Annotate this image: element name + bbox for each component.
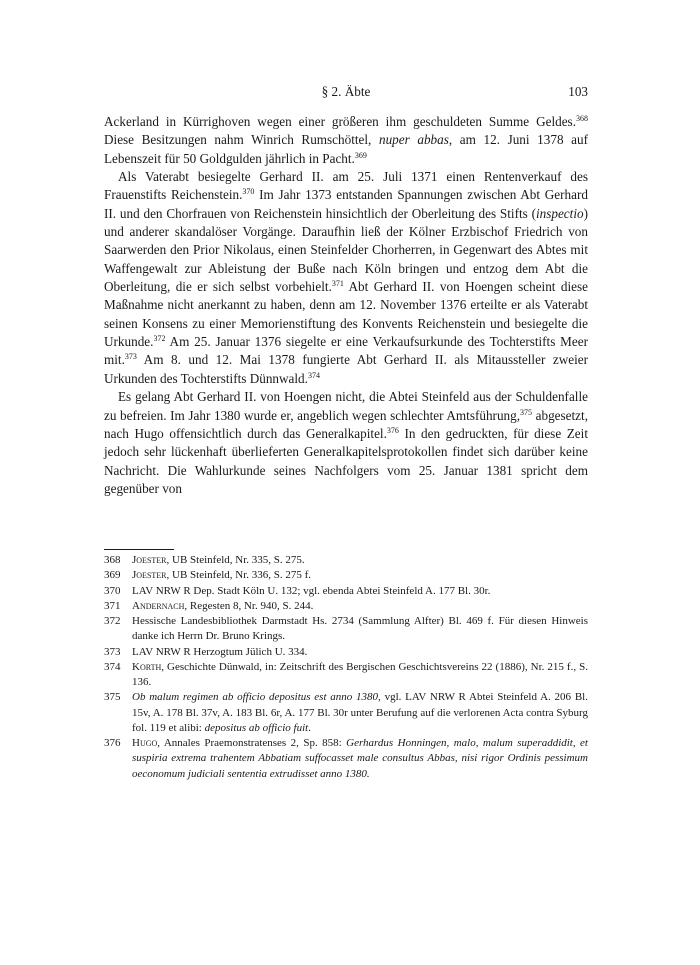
footnote-text (132, 584, 588, 599)
text-run: In den gedruckten, für diese Zeit jedoch sehr lückenhaft überlieferten Generalkapitelsprotokollen findet sich darüber keine Nachricht. Die Wahlurkunde seines Nachfolgers vom 25. Januar 1381 spricht dem gegenüber von (104, 425, 588, 496)
footnote-reference: 375 (520, 407, 533, 417)
footnote-separator (104, 549, 174, 550)
text-run: , vgl. LAV NRW R Abtei Steinfeld A. 206 Bl. 15v, A. 178 Bl. 37v, A. 183 Bl. 6r, A. 177 Bl. 30r unter Berufung auf die verlorenen Acta contra Syburg fol. 119 et alibi: (132, 691, 588, 734)
paragraph (104, 388, 588, 498)
footnote-number: 376 (104, 737, 121, 749)
text-run: Im Jahr 1373 entstanden Spannungen zwischen Abt Gerhard II. und den Chorfrauen von Reichenstein hinsichtlich der Oberleitung des Stifts ( (104, 187, 588, 221)
italic-text: depositus ab officio fuit (204, 721, 309, 734)
footnote-text (132, 690, 588, 736)
footnote (104, 690, 588, 736)
footnote (104, 553, 588, 568)
footnote-text (132, 568, 588, 583)
text-run: ) und anderer skandalöser Vorgänge. Daraufhin ließ der Kölner Erzbischof Friedrich von Saarwerden den Prior Nikolaus, einen Steinfelder Chorherren, in Gegenwart des Abtes mit Waffengewalt zur Ableistung der Buße nach Köln bringen und entzog dem Abt die Oberleitung, die er sich selbst vorbehielt. (104, 205, 588, 295)
text-run: Es gelang Abt Gerhard II. von Hoengen nicht, die Abtei Steinfeld aus der Schuldenfalle zu befreien. Im Jahr 1380 wurde er, angeblich wegen schlechter Amtsführung, (104, 389, 588, 423)
footnote-text (132, 736, 588, 782)
paragraph (104, 168, 588, 388)
text-run: Abt Gerhard II. von Hoengen scheint diese Maßnahme nicht anerkannt zu haben, denn am 12. November 1376 erteilte er als Vaterabt seinen Konsens zu einer Memorienstiftung des Konvents Reichenstein und besiegelte die Urkunde. (104, 279, 588, 350)
footnote-number: 375 (104, 691, 121, 704)
author-name: Korth (132, 660, 162, 673)
footnote-number: 371 (104, 599, 121, 612)
italic-text: Ob malum regimen ab officio depositus est anno 1380 (132, 691, 379, 704)
footnote-reference: 369 (354, 150, 367, 160)
footnote-reference: 372 (153, 334, 166, 344)
footnote (104, 568, 588, 583)
text-run: Am 25. Januar 1376 siegelte er eine Verkaufsurkunde des Tochterstifts Meer mit. (104, 334, 588, 368)
text-run: Diese Besitzungen nahm Winrich Rumschöttel, (104, 132, 379, 148)
author-name: Joester (132, 569, 167, 582)
footnote-text (132, 599, 588, 614)
italic-text: nuper abbas (378, 132, 449, 148)
body-text (104, 113, 588, 498)
author-name: Hugo (132, 737, 158, 749)
text-run: , UB Steinfeld, Nr. 336, S. 275 f. (166, 569, 312, 582)
text-run: Hessische Landesbibliothek Darmstadt Hs. 2734 (Sammlung Alfter) Bl. 469 f. Für diesen Hinweis danke ich Herrn Dr. Bruno Krings. (132, 615, 588, 643)
footnote-text (132, 553, 588, 568)
page-number: 103 (568, 84, 588, 99)
footnote-number: 369 (104, 569, 121, 582)
author-name: Andernach (132, 599, 185, 612)
footnote (104, 736, 588, 782)
footnote-reference: 370 (242, 187, 255, 197)
footnote-number: 368 (104, 554, 121, 566)
footnote-reference: 373 (124, 352, 137, 362)
text-run: Am 8. und 12. Mai 1378 fungierte Abt Gerhard II. als Mitaussteller zweier Urkunden des Tochterstifts Dünnwald. (104, 352, 588, 386)
text-run: , am 12. Juni 1378 auf Lebenszeit für 50 Goldgulden jährlich in Pacht. (104, 132, 588, 166)
text-run: , UB Steinfeld, Nr. 335, S. 275. (166, 554, 305, 566)
text-run: , Regesten 8, Nr. 940, S. 244. (184, 599, 314, 612)
footnote (104, 645, 588, 660)
text-run: . (308, 721, 311, 734)
footnote (104, 660, 588, 691)
text-run: , Annales Praemonstratenses 2, Sp. 858: (157, 737, 347, 749)
footnotes (104, 553, 588, 782)
italic-text: inspectio (535, 205, 584, 221)
italic-text: Gerhardus Honningen, malo, malum superaddidit, et suspiria extrema trahentem Abbatiam suffocasset male consultus Abbas, nisi rigor Ordinis pessimum oeconomum judiciali sententia extrudisset anno 1380. (132, 737, 588, 780)
footnote-text (132, 614, 588, 645)
running-header (104, 84, 588, 104)
footnote-number: 372 (104, 615, 121, 627)
text-run: Ackerland in Kürrighoven wegen einer größeren ihm geschuldeten Summe Geldes. (104, 114, 576, 129)
text-run: abgesetzt, nach Hugo offensichtlich durch das Generalkapitel. (104, 407, 588, 441)
running-title: § 2. Äbte (321, 84, 371, 99)
footnote (104, 614, 588, 645)
footnote (104, 584, 588, 599)
footnote-text (132, 645, 588, 660)
footnote-reference: 374 (307, 370, 320, 380)
footnote-reference: 371 (331, 279, 344, 289)
paragraph (104, 113, 588, 168)
text-run: Als Vaterabt besiegelte Gerhard II. am 25. Juli 1371 einen Rentenverkauf des Frauenstifts Reichenstein. (104, 169, 588, 203)
footnote-reference: 376 (386, 425, 399, 435)
footnote-text (132, 660, 588, 691)
text-run: LAV NRW R Dep. Stadt Köln U. 132; vgl. ebenda Abtei Steinfeld A. 177 Bl. 30r. (132, 584, 491, 597)
footnote-number: 373 (104, 645, 121, 658)
author-name: Joester (132, 554, 167, 566)
footnote-number: 374 (104, 660, 121, 673)
footnote-reference: 368 (576, 114, 588, 123)
text-run: , Geschichte Dünwald, in: Zeitschrift des Bergischen Geschichtsvereins 22 (1886), Nr. 215 f., S. 136. (132, 660, 588, 688)
footnote (104, 599, 588, 614)
footnote-number: 370 (104, 584, 121, 597)
text-run: LAV NRW R Herzogtum Jülich U. 334. (132, 645, 308, 658)
